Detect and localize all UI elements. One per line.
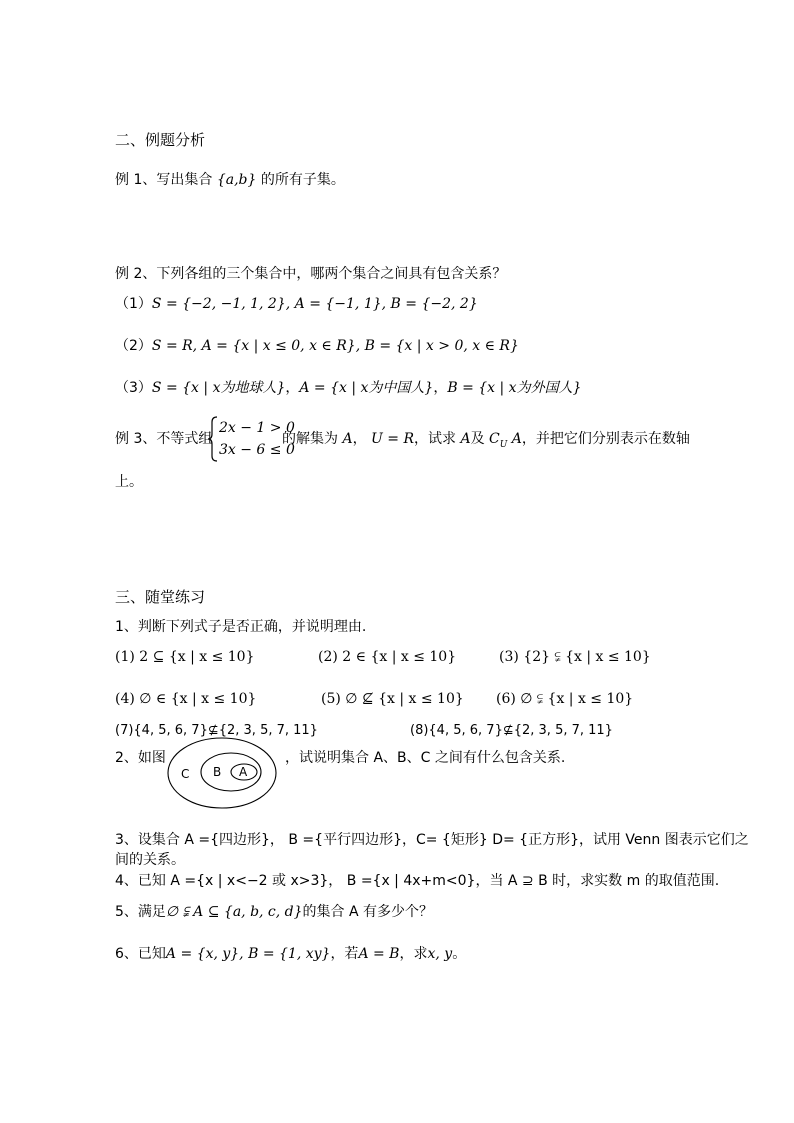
inequality-2: 3x − 6 ≤ 0 — [219, 442, 295, 458]
example-1-label: 例 1、写出集合 — [115, 172, 213, 188]
q1-item-7: (7){4, 5, 6, 7}⊈{2, 3, 5, 7, 11} — [115, 723, 318, 738]
q1-item-1: (1) 2 ⊆ {x | x ≤ 10} — [115, 649, 255, 665]
math: x, y — [427, 946, 453, 962]
q1-item-6: (6) ∅ ⫋ {x | x ≤ 10} — [496, 691, 634, 707]
q1-item-2: (2) 2 ∈ {x | x ≤ 10} — [318, 649, 457, 665]
set-s: S = {x | x为地球人} — [151, 380, 286, 396]
math: A = B — [358, 946, 400, 962]
text: 的集合 A 有多少个？ — [302, 904, 434, 920]
text: ，并把它们分别表示在数轴 — [521, 431, 690, 447]
item-number: （1） — [115, 296, 152, 312]
q1-item-4: (4) ∅ ∈ {x | x ≤ 10} — [115, 691, 257, 707]
q1-item-3: (3) {2} ⫋ {x | x ≤ 10} — [499, 649, 651, 665]
question-1: 1、判断下列式子是否正确，并说明理由. — [115, 619, 367, 635]
example-3-line-2: 上。 — [115, 474, 143, 490]
item-number: （2） — [115, 338, 152, 354]
text: 的解集为 — [282, 431, 338, 447]
set-a: A — [460, 431, 471, 447]
text: ，若 — [330, 946, 359, 962]
text: 5、满足 — [115, 904, 166, 920]
separator: ， — [433, 380, 448, 396]
venn-label-c: C — [181, 767, 190, 781]
venn-label-b: B — [213, 765, 222, 779]
universal-set: U = R — [371, 431, 415, 447]
venn-label-a: A — [239, 765, 248, 779]
complement: $C_U$ A — [489, 431, 522, 450]
question-5 — [115, 902, 433, 922]
example-2-item-1 — [115, 294, 478, 314]
q1-item-8: (8){4, 5, 6, 7}⊈{2, 3, 5, 7, 11} — [410, 723, 613, 738]
example-1-set: {a,b} — [216, 172, 257, 188]
q1-item-5: (5) ∅ ⊈ {x | x ≤ 10} — [321, 691, 464, 707]
text: 及 — [470, 431, 485, 447]
example-2-question: 例 2、下列各组的三个集合中，哪两个集合之间具有包含关系？ — [115, 266, 507, 282]
example-1 — [115, 170, 345, 190]
example-3-text — [282, 429, 690, 455]
example-2-item-2 — [115, 336, 519, 356]
question-4: 4、已知 A ={x | x<−2 或 x>3}， B ={x | 4x+m<0}，当 A ⊇ B 时，求实数 m 的取值范围. — [115, 873, 720, 889]
separator: ， — [352, 431, 367, 447]
question-6 — [115, 944, 466, 964]
item-math: S = {−2, −1, 1, 2}, A = {−1, 1}, B = {−2, 2} — [151, 296, 478, 312]
text: ，试求 — [414, 431, 457, 447]
venn-diagram — [166, 736, 278, 810]
inequality-1: 2x − 1 > 0 — [219, 420, 295, 436]
question-2-suffix: ，试说明集合 A、B、C 之间有什么包含关系. — [285, 750, 566, 766]
set-a: A = {x | x为中国人} — [299, 380, 434, 396]
left-brace-icon — [207, 416, 219, 462]
text: 。 — [452, 946, 467, 962]
math: A = {x, y}, B = {1, xy} — [165, 946, 331, 962]
separator: ， — [285, 380, 300, 396]
question-3-line-2: 间的关系。 — [115, 852, 185, 868]
section-heading-practice: 三、随堂练习 — [115, 588, 206, 606]
example-1-tail: 的所有子集。 — [260, 172, 345, 188]
text: ，求 — [399, 946, 428, 962]
question-3-line-1: 3、设集合 A ={四边形}， B ={平行四边形}，C= {矩形} D= {正方形}，试用 Venn 图表示它们之 — [115, 832, 749, 848]
set-b: B = {x | x为外国人} — [447, 380, 582, 396]
set-a: A — [342, 431, 353, 447]
text: 6、已知 — [115, 946, 166, 962]
inequality-system — [207, 416, 295, 462]
item-math: S = R, A = {x | x ≤ 0, x ∈ R}, B = {x | x > 0, x ∈ R} — [151, 338, 519, 354]
example-3-label: 例 3、不等式组 — [115, 431, 213, 447]
section-heading-examples: 二、例题分析 — [115, 131, 206, 149]
example-2-item-3 — [115, 378, 582, 398]
question-2-prefix: 2、如图 — [115, 750, 166, 766]
math: ∅ ⫋ A ⊆ {a, b, c, d} — [165, 904, 303, 920]
item-number: （3） — [115, 380, 152, 396]
